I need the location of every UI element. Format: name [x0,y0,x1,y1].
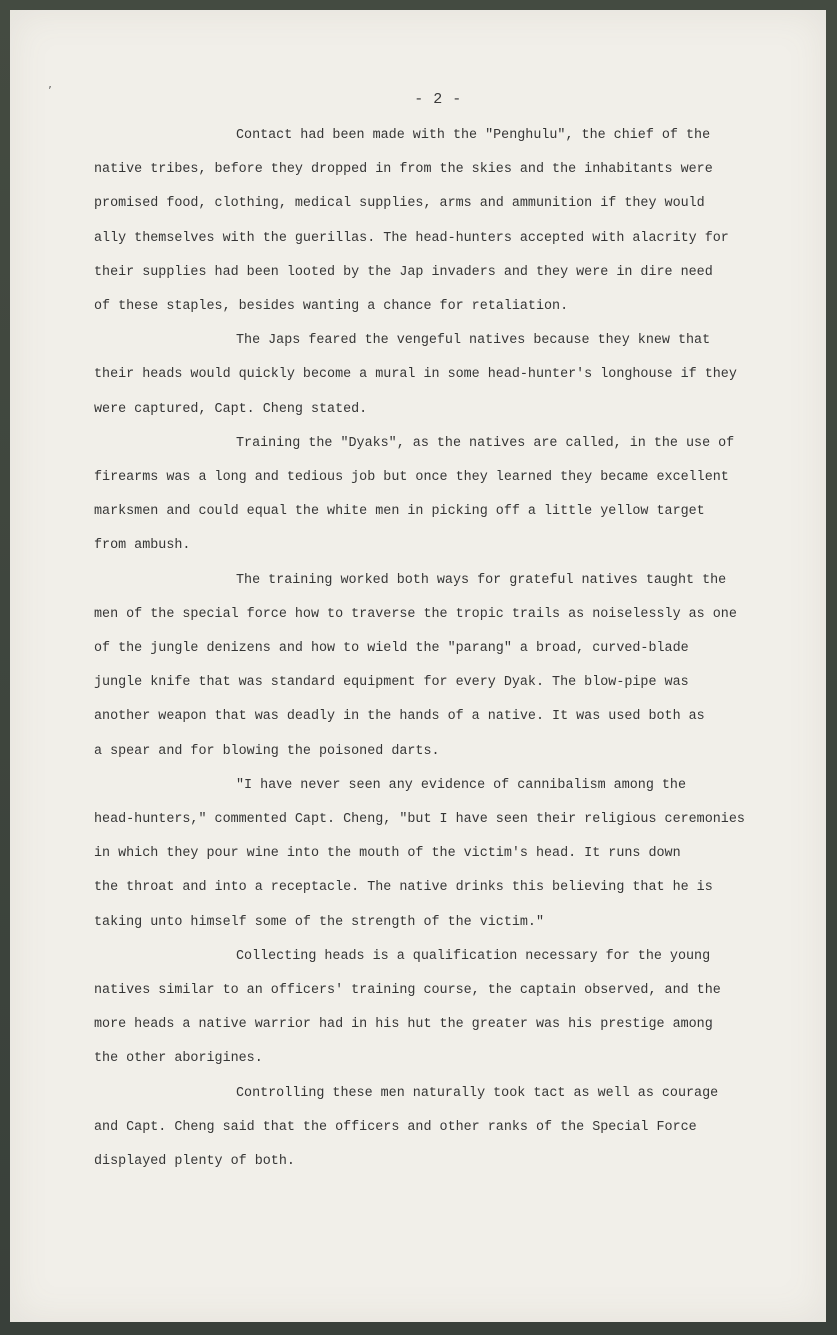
text-line: from ambush. [94,538,191,554]
text-line: and Capt. Cheng said that the officers and other ranks of the Special Force [94,1119,697,1135]
text-line: the other aborigines. [94,1051,263,1067]
text-line: promised food, clothing, medical supplies, arms and ammunition if they would [94,196,705,212]
text-line: natives similar to an officers' training course, the captain observed, and the [94,983,721,999]
text-line: were captured, Capt. Cheng stated. [94,401,368,417]
document-page [10,10,826,1322]
text-line: of these staples, besides wanting a chance for retaliation. [94,299,569,315]
stray-pen-mark: ’ [48,84,52,98]
text-line: more heads a native warrior had in his hut the greater was his prestige among [94,1017,713,1033]
text-line: Contact had been made with the "Penghulu", the chief of the [236,128,711,143]
text-line: jungle knife that was standard equipment for every Dyak. The blow-pipe was [94,675,689,691]
text-line: The Japs feared the vengeful natives because they knew that [236,333,711,349]
paragraph-training-both-ways [94,564,784,769]
text-line: men of the special force how to traverse the tropic trails as noiselessly as one [94,606,737,622]
paragraph-controlling-men [94,1077,784,1180]
text-line: "I have never seen any evidence of cannibalism among the [236,777,686,793]
text-line: ally themselves with the guerillas. The head-hunters accepted with alacrity for [94,230,729,246]
text-line: native tribes, before they dropped in from the skies and the inhabitants were [94,162,713,178]
paragraph-collecting-heads [94,940,784,1077]
paragraph-cannibalism [94,769,784,940]
text-line: marksmen and could equal the white men in picking off a little yellow target [94,504,705,520]
text-line: head-hunters," commented Capt. Cheng, "but I have seen their religious ceremonies [94,812,745,828]
text-line: a spear and for blowing the poisoned darts. [94,743,440,759]
text-line: The training worked both ways for grateful natives taught the [236,572,727,588]
text-line: Controlling these men naturally took tact as well as courage [236,1085,719,1101]
text-line: Collecting heads is a qualification necessary for the young [236,948,711,964]
text-line: their supplies had been looted by the Jap invaders and they were in dire need [94,264,713,280]
text-line: firearms was a long and tedious job but once they learned they became excellent [94,470,729,486]
text-line: in which they pour wine into the mouth of the victim's head. It runs down [94,846,681,862]
text-line: the throat and into a receptacle. The native drinks this believing that he is [94,880,713,896]
paragraph-training-dyaks [94,427,784,564]
document-body [94,119,784,1179]
text-line: taking unto himself some of the strength of the victim." [94,914,544,930]
page-number: - 2 - [414,91,462,108]
text-line: another weapon that was deadly in the hands of a native. It was used both as [94,709,705,725]
text-line: of the jungle denizens and how to wield the "parang" a broad, curved-blade [94,641,689,657]
paragraph-japs-feared [94,324,784,427]
paragraph-contact [94,119,784,324]
text-line: displayed plenty of both. [94,1154,295,1170]
text-line: their heads would quickly become a mural in some head-hunter's longhouse if they [94,367,737,383]
text-line: Training the "Dyaks", as the natives are called, in the use of [236,435,735,451]
